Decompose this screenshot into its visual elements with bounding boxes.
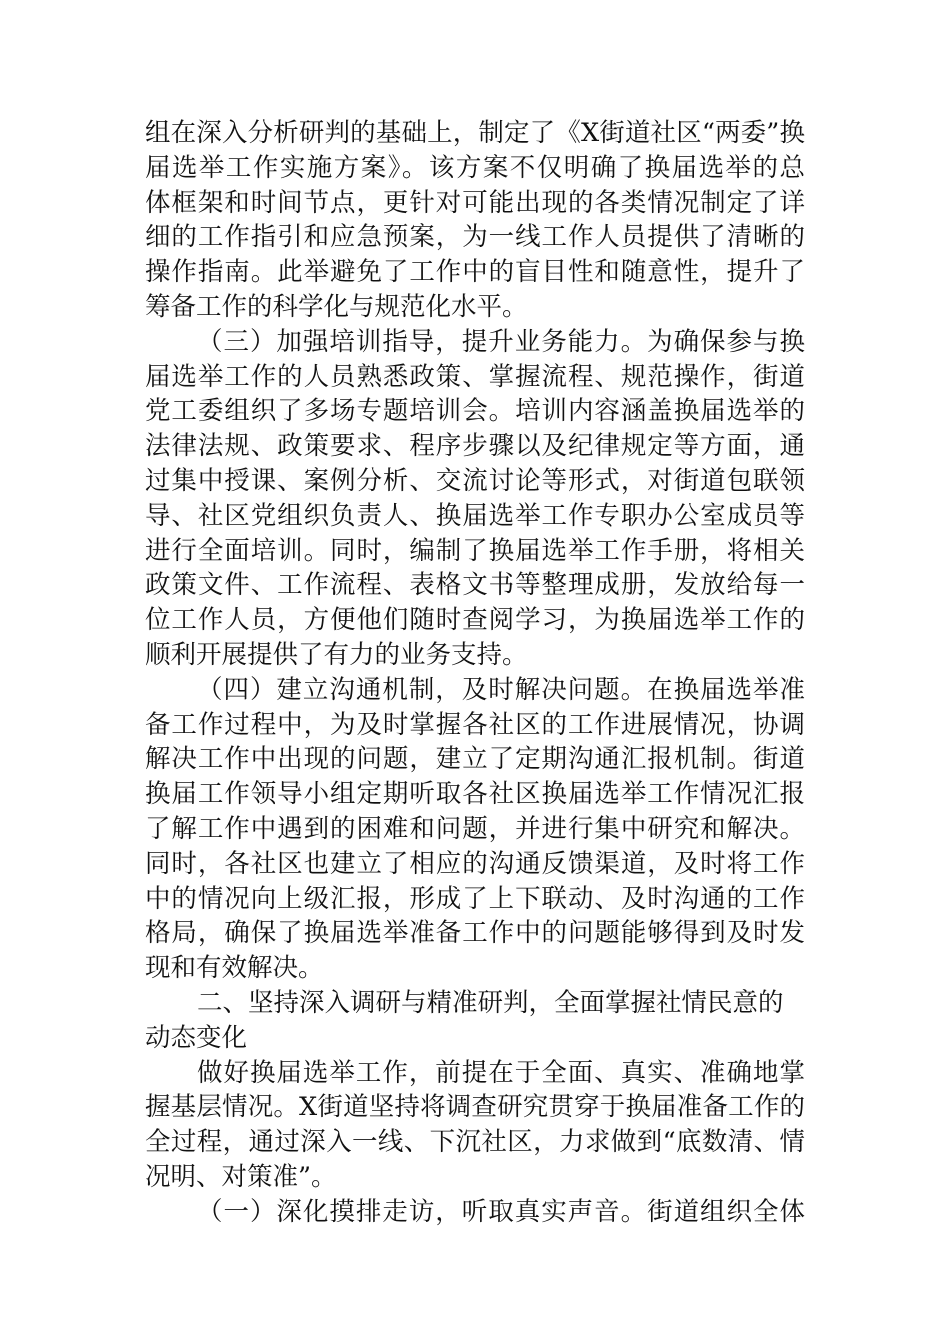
text-line: 组在深入分析研判的基础上，制定了《X街道社区“两委”换	[145, 118, 805, 148]
paragraph	[145, 116, 805, 325]
text-line: 过集中授课、案例分析、交流讨论等形式，对街道包联领	[145, 465, 805, 496]
text-line: （三）加强培训指导，提升业务能力。为确保参与换	[197, 326, 805, 357]
text-line: 了解工作中遇到的困难和问题，并进行集中研究和解决。	[145, 813, 805, 844]
text-line: 二、坚持深入调研与精准研判，全面掌握社情民意的	[197, 987, 784, 1018]
text-line: 中的情况向上级汇报，形成了上下联动、及时沟通的工作	[145, 883, 805, 914]
text-line: （一）深化摸排走访，听取真实声音。街道组织全体	[197, 1196, 805, 1227]
text-line: 届选举工作实施方案》。该方案不仅明确了换届选举的总	[145, 152, 805, 183]
paragraph	[145, 1056, 805, 1195]
text-line: 细的工作指引和应急预案，为一线工作人员提供了清晰的	[145, 222, 805, 253]
document-body	[145, 116, 805, 1230]
text-line: 同时，各社区也建立了相应的沟通反馈渠道，及时将工作	[145, 848, 805, 879]
paragraph	[145, 1195, 805, 1230]
text-line: 现和有效解决。	[145, 953, 324, 984]
text-line: 进行全面培训。同时，编制了换届选举工作手册，将相关	[145, 535, 805, 566]
text-line: 位工作人员，方便他们随时查阅学习，为换届选举工作的	[145, 605, 805, 636]
text-line: 做好换届选举工作，前提在于全面、真实、准确地掌	[197, 1057, 805, 1088]
text-line: 政策文件、工作流程、表格文书等整理成册，发放给每一	[145, 570, 805, 601]
text-line: 握基层情况。X街道坚持将调查研究贯穿于换届准备工作的	[145, 1092, 805, 1123]
text-line: 筹备工作的科学化与规范化水平。	[145, 291, 528, 322]
text-line: 操作指南。此举避免了工作中的盲目性和随意性，提升了	[145, 257, 805, 288]
section-heading	[145, 986, 805, 1056]
text-line: 顺利开展提供了有力的业务支持。	[145, 639, 528, 670]
text-line: （四）建立沟通机制，及时解决问题。在换届选举准	[197, 674, 805, 705]
text-line: 备工作过程中，为及时掌握各社区的工作进展情况，协调	[145, 709, 805, 740]
text-line: 届选举工作的人员熟悉政策、掌握流程、规范操作，街道	[145, 361, 805, 392]
text-line: 全过程，通过深入一线、下沉社区，力求做到“底数清、情	[145, 1127, 805, 1158]
paragraph	[145, 325, 805, 673]
text-line: 导、社区党组织负责人、换届选举工作专职办公室成员等	[145, 500, 805, 531]
text-line: 法律法规、政策要求、程序步骤以及纪律规定等方面，通	[145, 431, 805, 462]
text-line: 格局，确保了换届选举准备工作中的问题能够得到及时发	[145, 918, 805, 949]
text-line: 况明、对策准”。	[145, 1161, 337, 1192]
text-line: 换届工作领导小组定期听取各社区换届选举工作情况汇报	[145, 779, 805, 810]
text-line: 解决工作中出现的问题，建立了定期沟通汇报机制。街道	[145, 744, 805, 775]
text-line: 党工委组织了多场专题培训会。培训内容涵盖换届选举的	[145, 396, 805, 427]
text-line: 动态变化	[145, 1022, 248, 1053]
paragraph	[145, 673, 805, 986]
text-line: 体框架和时间节点，更针对可能出现的各类情况制定了详	[145, 187, 805, 218]
